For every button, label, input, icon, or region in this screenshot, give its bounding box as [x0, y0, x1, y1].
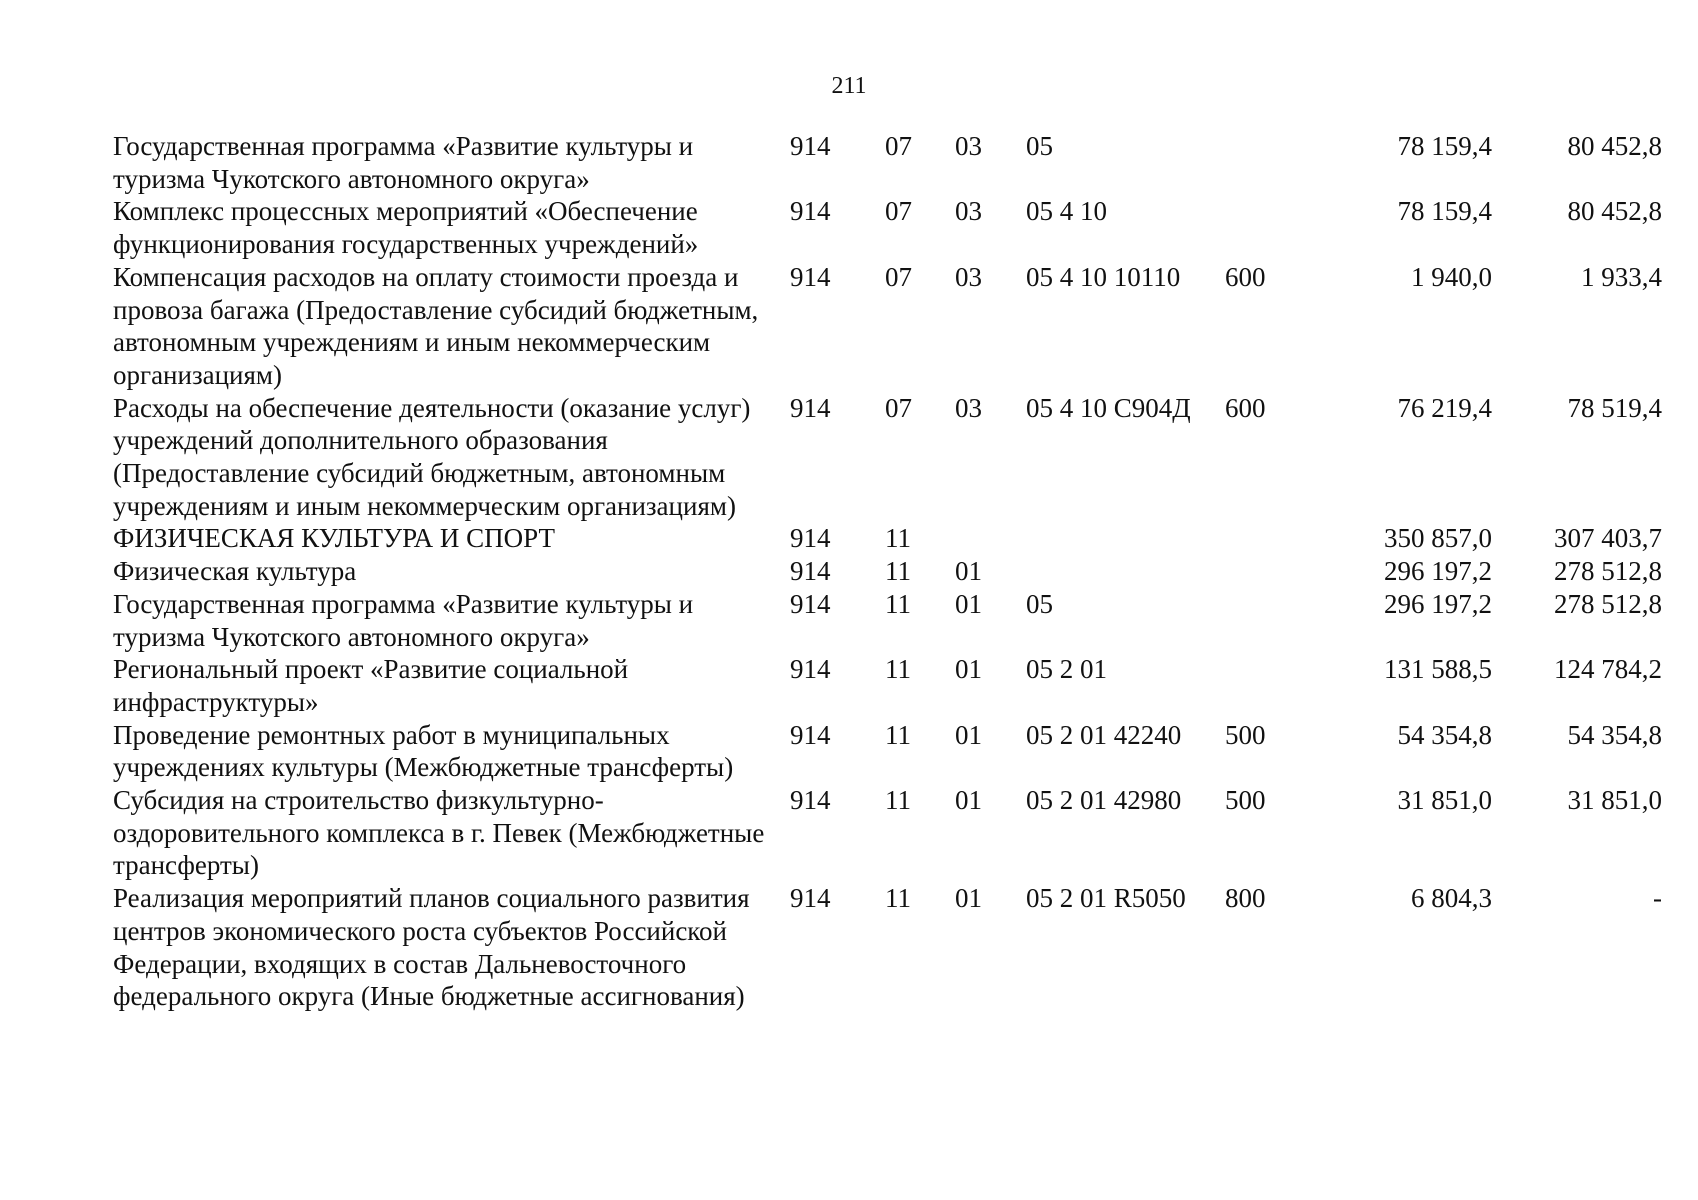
table-row: [113, 522, 1662, 555]
row-amount-2: 31 851,0: [1567, 785, 1662, 816]
row-gov-code: 914: [790, 588, 831, 619]
row-amount-1: 1 940,0: [1411, 261, 1492, 292]
row-expense-type-code: 500: [1225, 719, 1266, 750]
row-expense-type-code: 600: [1225, 261, 1266, 292]
row-gov-code: 914: [790, 883, 831, 914]
row-subsection-code: 01: [955, 719, 982, 750]
table-row: [113, 555, 1662, 588]
row-amount-1: 31 851,0: [1397, 785, 1492, 816]
row-name: Региональный проект «Развитие социальной инфраструктуры»: [113, 654, 629, 717]
row-section-code: 11: [885, 556, 911, 587]
row-amount-2: 80 452,8: [1567, 196, 1662, 227]
table-row: [113, 195, 1662, 260]
row-program-code: 05 4 10 С904Д: [1026, 392, 1191, 423]
row-name: Расходы на обеспечение деятельности (оказание услуг) учреждений дополнительного образования (Предоставление субсидий бюджетным, автономным учреждениям и иным некоммерческим организациям): [113, 392, 751, 521]
row-section-code: 11: [885, 719, 911, 750]
row-gov-code: 914: [790, 196, 831, 227]
row-amount-2: 278 512,8: [1554, 588, 1662, 619]
row-amount-1: 350 857,0: [1384, 523, 1492, 554]
row-name: Комплекс процессных мероприятий «Обеспечение функционирования государственных учреждений»: [113, 196, 699, 260]
row-amount-1: 296 197,2: [1384, 588, 1492, 619]
table-row: [113, 882, 1662, 1013]
row-expense-type-code: [1225, 195, 1325, 260]
table-row: [113, 588, 1662, 653]
row-amount-2: 124 784,2: [1554, 654, 1662, 685]
row-program-code: [1026, 555, 1225, 588]
row-gov-code: 914: [790, 523, 831, 554]
row-amount-2: -: [1653, 883, 1662, 914]
row-amount-1: 54 354,8: [1397, 719, 1492, 750]
row-section-code: 11: [885, 883, 911, 914]
row-amount-1: 6 804,3: [1411, 883, 1492, 914]
row-subsection-code: 03: [955, 196, 982, 227]
row-subsection-code: 03: [955, 131, 982, 161]
row-amount-1: 78 159,4: [1397, 196, 1492, 227]
row-subsection-code: 03: [955, 392, 982, 423]
row-amount-1: 76 219,4: [1397, 392, 1492, 423]
row-gov-code: 914: [790, 654, 831, 685]
row-amount-2: 80 452,8: [1567, 131, 1662, 161]
row-gov-code: 914: [790, 785, 831, 816]
row-program-code: 05: [1026, 588, 1053, 619]
row-expense-type-code: [1225, 555, 1325, 588]
page-number: 211: [831, 73, 867, 99]
table-row: [113, 130, 1662, 195]
row-amount-2: 307 403,7: [1554, 523, 1662, 554]
row-amount-1: 78 159,4: [1397, 131, 1492, 161]
row-section-code: 11: [885, 654, 911, 685]
row-name: Проведение ремонтных работ в муниципальных учреждениях культуры (Межбюджетные трансферты): [113, 719, 734, 783]
row-amount-1: 296 197,2: [1384, 556, 1492, 587]
table-row: [113, 784, 1662, 882]
row-subsection-code: 01: [955, 883, 982, 914]
row-expense-type-code: 800: [1225, 883, 1266, 914]
row-expense-type-code: [1225, 522, 1325, 555]
row-program-code: 05 2 01 42240: [1026, 719, 1182, 750]
row-program-code: 05: [1026, 131, 1053, 161]
row-program-code: [1026, 522, 1225, 555]
row-program-code: 05 4 10: [1026, 196, 1107, 227]
row-amount-2: 278 512,8: [1554, 556, 1662, 587]
row-section-code: 07: [885, 131, 912, 161]
row-amount-1: 131 588,5: [1384, 654, 1492, 685]
row-gov-code: 914: [790, 719, 831, 750]
table-body: [113, 130, 1662, 1013]
row-section-code: 07: [885, 392, 912, 423]
row-name: Государственная программа «Развитие культуры и туризма Чукотского автономного округа»: [113, 588, 694, 652]
row-section-code: 11: [885, 523, 911, 554]
row-subsection-code: 01: [955, 556, 982, 587]
row-name: ФИЗИЧЕСКАЯ КУЛЬТУРА И СПОРТ: [113, 523, 556, 554]
table-row: [113, 719, 1662, 784]
row-expense-type-code: 600: [1225, 392, 1266, 423]
row-gov-code: 914: [790, 131, 831, 161]
row-program-code: 05 2 01: [1026, 654, 1107, 685]
row-name: Государственная программа «Развитие культуры и туризма Чукотского автономного округа»: [113, 131, 694, 194]
row-name: Субсидия на строительство физкультурно-оздоровительного комплекса в г. Певек (Межбюджетные трансферты): [113, 785, 765, 881]
row-subsection-code: 03: [955, 261, 982, 292]
row-program-code: 05 4 10 10110: [1026, 261, 1181, 292]
row-amount-2: 1 933,4: [1581, 261, 1662, 292]
row-name: Компенсация расходов на оплату стоимости проезда и провоза багажа (Предоставление субсидий бюджетным, автономным учреждениям и иным некоммерческим организациям): [113, 261, 759, 390]
budget-table: [113, 130, 1662, 1013]
table-row: [113, 261, 1662, 392]
row-section-code: 11: [885, 588, 911, 619]
row-name: Реализация мероприятий планов социального развития центров экономического роста субъектов Российской Федерации, входящих в состав Дальневосточного федерального округа (Иные бюджетные ассигнования): [113, 883, 750, 1012]
row-expense-type-code: [1225, 588, 1325, 653]
row-program-code: 05 2 01 R5050: [1026, 883, 1186, 914]
row-subsection-code: [955, 522, 1026, 555]
row-gov-code: 914: [790, 261, 831, 292]
row-section-code: 07: [885, 196, 912, 227]
row-subsection-code: 01: [955, 785, 982, 816]
row-subsection-code: 01: [955, 588, 982, 619]
table-row: [113, 392, 1662, 523]
row-expense-type-code: 500: [1225, 785, 1266, 816]
row-amount-2: 54 354,8: [1567, 719, 1662, 750]
row-gov-code: 914: [790, 556, 831, 587]
row-name: Физическая культура: [113, 556, 357, 587]
row-gov-code: 914: [790, 392, 831, 423]
row-section-code: 11: [885, 785, 911, 816]
row-expense-type-code: [1225, 130, 1325, 195]
row-amount-2: 78 519,4: [1567, 392, 1662, 423]
row-subsection-code: 01: [955, 654, 982, 685]
row-expense-type-code: [1225, 653, 1325, 718]
row-program-code: 05 2 01 42980: [1026, 785, 1182, 816]
table-row: [113, 653, 1662, 718]
row-section-code: 07: [885, 261, 912, 292]
